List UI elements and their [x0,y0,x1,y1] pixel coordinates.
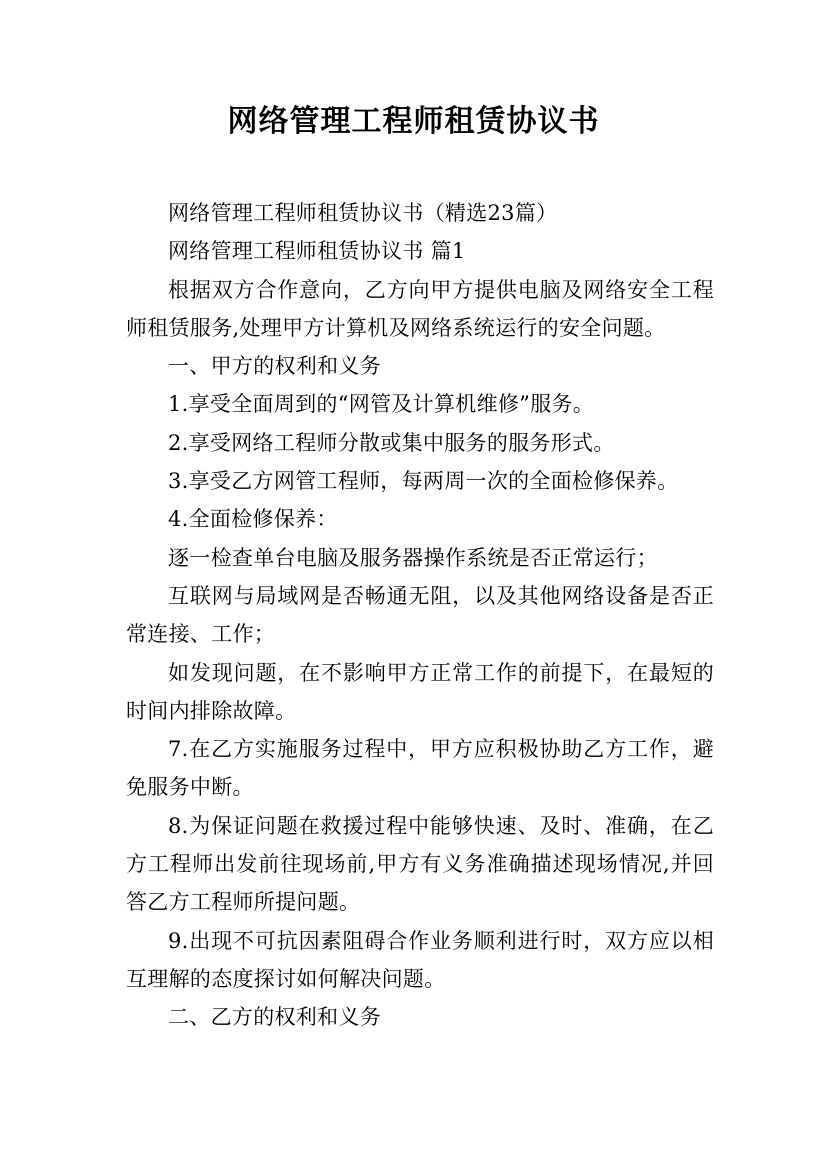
paragraph: 根据双方合作意向，乙方向甲方提供电脑及网络安全工程师租赁服务,处理甲方计算机及网络系统运行的安全问题。 [126,277,714,340]
paragraph-subtitle: 网络管理工程师租赁协议书（精选23篇） [168,201,558,225]
paragraph-heading: 一、甲方的权利和义务 [168,354,381,379]
document-title: 网络管理工程师租赁协议书 [227,104,600,139]
paragraph-heading: 二、乙方的权利和义务 [168,1005,381,1030]
paragraph: 如发现问题，在不影响甲方正常工作的前提下，在最短的时间内排除故障。 [126,660,714,723]
paragraph: 互联网与局域网是否畅通无阻，以及其他网络设备是否正常连接、工作； [126,583,714,647]
document-body [126,194,714,1037]
paragraph: 逐一检查单台电脑及服务器操作系统是否正常运行； [168,545,658,570]
paragraph-item: 7.在乙方实施服务过程中，甲方应积极协助乙方工作，避免服务中断。 [126,737,714,800]
paragraph-item: 8.为保证问题在救援过程中能够快速、及时、准确，在乙方工程师出发前往现场前,甲方有义务准确描述现场情况,并回答乙方工程师所提问题。 [126,813,714,915]
paragraph-item: 9.出现不可抗因素阻碍合作业务顺利进行时，双方应以相互理解的态度探讨如何解决问题。 [126,928,714,991]
paragraph-item: 3.享受乙方网管工程师，每两周一次的全面检修保养。 [168,469,679,494]
paragraph-item: 1.享受全面周到的“网管及计算机维修”服务。 [168,392,595,417]
paragraph-section-heading: 网络管理工程师租赁协议书 篇1 [168,239,466,264]
paragraph-item: 4.全面检修保养： [168,507,338,532]
paragraph-item: 2.享受网络工程师分散或集中服务的服务形式。 [168,430,615,455]
